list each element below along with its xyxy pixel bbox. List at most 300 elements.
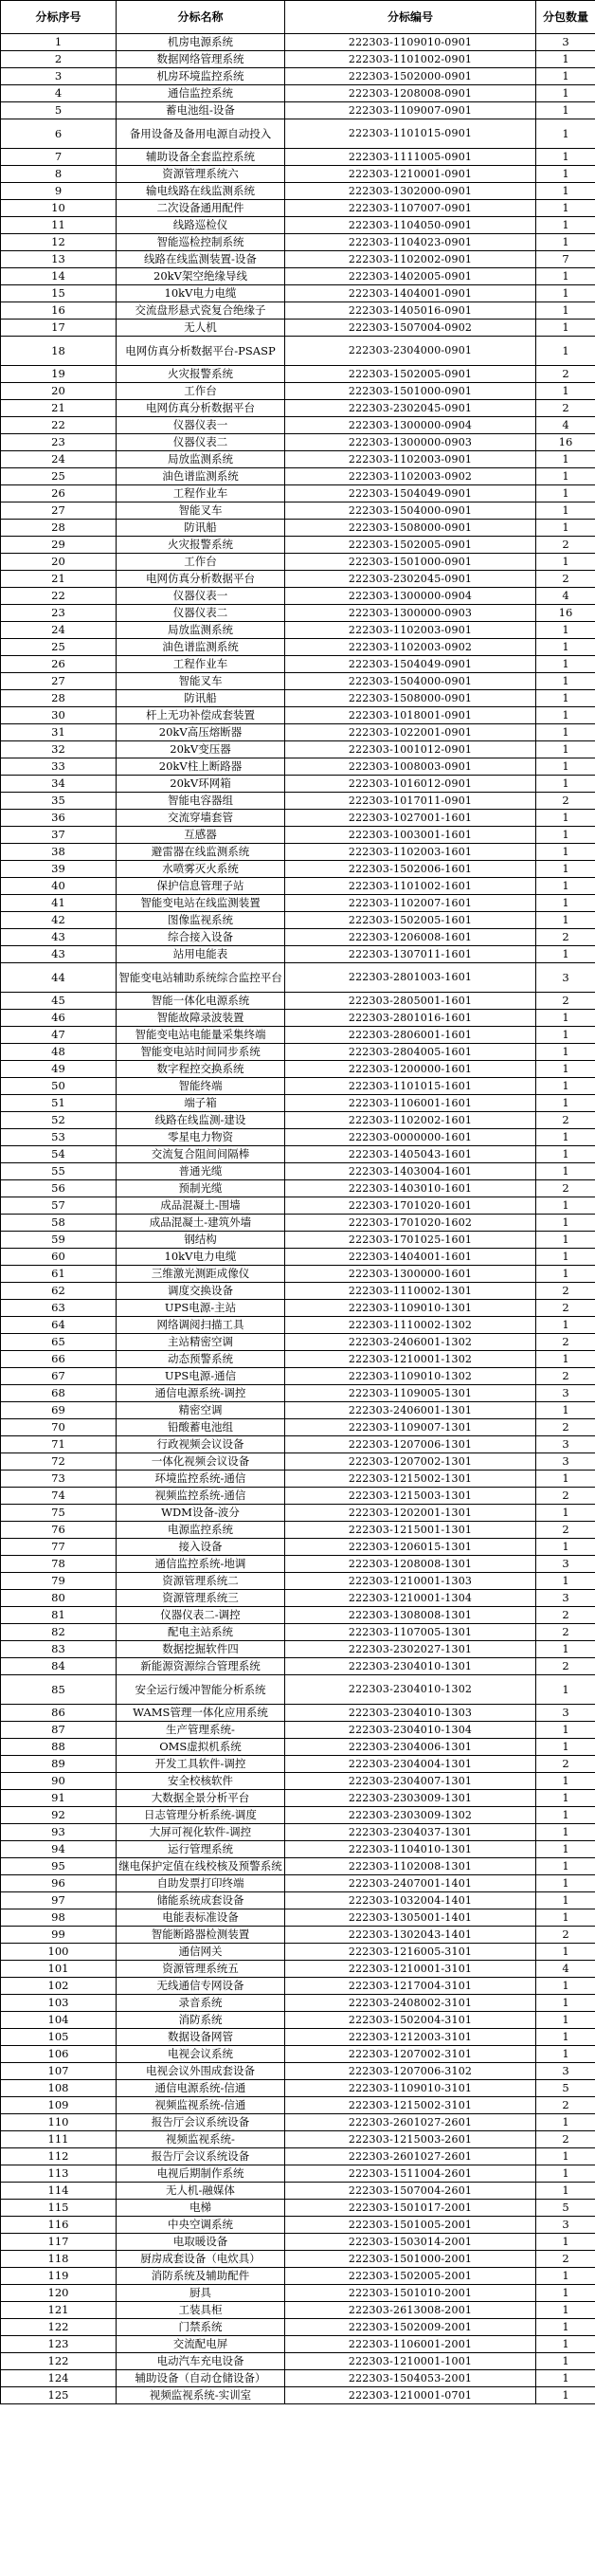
table-row <box>1 656 595 673</box>
table-row <box>1 690 595 707</box>
cell-name: 交流盘形悬式瓷复合绝缘子 <box>117 302 285 320</box>
cell-index: 8 <box>1 166 117 183</box>
cell-code: 222303-1403010-1601 <box>285 1180 536 1197</box>
table-row <box>1 2234 595 2251</box>
cell-count: 3 <box>536 1705 595 1722</box>
cell-count: 1 <box>536 119 595 149</box>
cell-code: 222303-2304010-1301 <box>285 1658 536 1675</box>
cell-code: 222303-1207006-1301 <box>285 1436 536 1453</box>
table-row <box>1 2131 595 2148</box>
table-row <box>1 1539 595 1556</box>
table-row <box>1 119 595 149</box>
cell-index: 74 <box>1 1488 117 1505</box>
cell-code: 222303-1302000-0901 <box>285 183 536 200</box>
cell-code: 222303-1300000-0904 <box>285 588 536 605</box>
cell-index: 62 <box>1 1283 117 1300</box>
cell-code: 222303-1109010-1302 <box>285 1368 536 1385</box>
cell-index: 115 <box>1 2200 117 2217</box>
cell-count: 1 <box>536 451 595 468</box>
cell-index: 29 <box>1 537 117 554</box>
cell-name: 火灾报警系统 <box>117 537 285 554</box>
cell-index: 25 <box>1 468 117 485</box>
cell-code: 222303-2804005-1601 <box>285 1044 536 1061</box>
cell-name: 日志管理分析系统-调度 <box>117 1807 285 1824</box>
table-row <box>1 741 595 758</box>
cell-code: 222303-2304007-1301 <box>285 1773 536 1790</box>
table-row <box>1 588 595 605</box>
cell-code: 222303-1507004-2601 <box>285 2183 536 2200</box>
cell-code: 222303-1403004-1601 <box>285 1163 536 1180</box>
cell-count: 3 <box>536 2063 595 2080</box>
cell-code: 222303-1027001-1601 <box>285 810 536 827</box>
cell-name: 电视会议系统 <box>117 2046 285 2063</box>
cell-name: 智能断路器检测装置 <box>117 1927 285 1944</box>
cell-index: 48 <box>1 1044 117 1061</box>
table-row <box>1 1266 595 1283</box>
cell-index: 27 <box>1 673 117 690</box>
cell-name: 预制光缆 <box>117 1180 285 1197</box>
cell-count: 1 <box>536 183 595 200</box>
cell-name: 电网仿真分析数据平台 <box>117 400 285 417</box>
cell-name: 厨房成套设备（电炊具） <box>117 2251 285 2268</box>
table-row <box>1 468 595 485</box>
cell-index: 56 <box>1 1180 117 1197</box>
cell-name: 电视后期制作系统 <box>117 2165 285 2183</box>
cell-count: 1 <box>536 1232 595 1249</box>
table-row <box>1 673 595 690</box>
cell-count: 1 <box>536 2183 595 2200</box>
cell-count: 3 <box>536 1556 595 1573</box>
table-row <box>1 1909 595 1927</box>
table-row <box>1 383 595 400</box>
table-row <box>1 2165 595 2183</box>
table-row <box>1 1453 595 1471</box>
cell-count: 1 <box>536 1909 595 1927</box>
cell-index: 78 <box>1 1556 117 1573</box>
cell-count: 1 <box>536 1641 595 1658</box>
cell-count: 1 <box>536 656 595 673</box>
cell-code: 222303-1210001-0701 <box>285 2387 536 2404</box>
cell-count: 2 <box>536 1283 595 1300</box>
table-row <box>1 639 595 656</box>
cell-count: 1 <box>536 337 595 366</box>
table-row <box>1 251 595 268</box>
cell-count: 1 <box>536 1790 595 1807</box>
cell-index: 26 <box>1 485 117 502</box>
table-row <box>1 1078 595 1095</box>
cell-count: 1 <box>536 1163 595 1180</box>
cell-count: 2 <box>536 1658 595 1675</box>
cell-count: 1 <box>536 1773 595 1790</box>
cell-index: 116 <box>1 2217 117 2234</box>
table-row <box>1 2353 595 2370</box>
cell-index: 105 <box>1 2029 117 2046</box>
table-row <box>1 217 595 234</box>
cell-name: 智能变电站辅助系统综合监控平台 <box>117 963 285 993</box>
cell-count: 2 <box>536 1180 595 1197</box>
cell-code: 222303-1101002-0901 <box>285 51 536 68</box>
cell-index: 27 <box>1 502 117 520</box>
cell-name: 油色谱监测系统 <box>117 639 285 656</box>
cell-name: 主站精密空调 <box>117 1334 285 1351</box>
cell-code: 222303-1210001-1303 <box>285 1573 536 1590</box>
cell-count: 3 <box>536 1436 595 1453</box>
cell-code: 222303-1104050-0901 <box>285 217 536 234</box>
cell-index: 10 <box>1 200 117 217</box>
cell-name: 录音系统 <box>117 1995 285 2012</box>
table-row <box>1 166 595 183</box>
cell-index: 15 <box>1 285 117 302</box>
cell-count: 1 <box>536 1317 595 1334</box>
cell-name: 20kV柱上断路器 <box>117 758 285 776</box>
cell-index: 2 <box>1 51 117 68</box>
cell-count: 3 <box>536 2217 595 2234</box>
cell-index: 123 <box>1 2336 117 2353</box>
table-row <box>1 827 595 844</box>
cell-name: 智能终端 <box>117 1078 285 1095</box>
cell-name: 安全校核软件 <box>117 1773 285 1790</box>
cell-code: 222303-1104010-1301 <box>285 1841 536 1858</box>
cell-count: 3 <box>536 1385 595 1402</box>
cell-count: 1 <box>536 622 595 639</box>
cell-index: 76 <box>1 1522 117 1539</box>
table-row <box>1 1995 595 2012</box>
table-row <box>1 485 595 502</box>
cell-index: 60 <box>1 1249 117 1266</box>
cell-count: 2 <box>536 1112 595 1129</box>
cell-code: 222303-1404001-0901 <box>285 285 536 302</box>
cell-index: 66 <box>1 1351 117 1368</box>
cell-count: 3 <box>536 963 595 993</box>
cell-code: 222303-1109010-3101 <box>285 2080 536 2097</box>
cell-name: 输电线路在线监测系统 <box>117 183 285 200</box>
cell-count: 1 <box>536 1044 595 1061</box>
cell-name: 防讯船 <box>117 520 285 537</box>
cell-code: 222303-1402005-0901 <box>285 268 536 285</box>
cell-name: 仪器仪表二 <box>117 605 285 622</box>
cell-index: 28 <box>1 690 117 707</box>
cell-name: 资源管理系统五 <box>117 1961 285 1978</box>
cell-name: 智能故障录波装置 <box>117 1010 285 1027</box>
cell-index: 101 <box>1 1961 117 1978</box>
table-row <box>1 417 595 434</box>
cell-index: 5 <box>1 102 117 119</box>
cell-code: 222303-2304010-1302 <box>285 1675 536 1705</box>
cell-code: 222303-1109010-1301 <box>285 1300 536 1317</box>
cell-index: 25 <box>1 639 117 656</box>
cell-code: 222303-2406001-1301 <box>285 1402 536 1419</box>
cell-index: 111 <box>1 2131 117 2148</box>
cell-count: 5 <box>536 2080 595 2097</box>
cell-name: 门禁系统 <box>117 2319 285 2336</box>
cell-name: 避雷器在线监测系统 <box>117 844 285 861</box>
cell-code: 222303-1102002-1601 <box>285 1112 536 1129</box>
cell-code: 222303-2304037-1301 <box>285 1824 536 1841</box>
table-row <box>1 1573 595 1590</box>
table-row <box>1 2387 595 2404</box>
table-row <box>1 844 595 861</box>
table-row <box>1 85 595 102</box>
table-row <box>1 605 595 622</box>
cell-name: 仪器仪表一 <box>117 588 285 605</box>
cell-name: 智能叉车 <box>117 673 285 690</box>
cell-index: 92 <box>1 1807 117 1824</box>
cell-name: 智能一体化电源系统 <box>117 993 285 1010</box>
cell-index: 18 <box>1 337 117 366</box>
table-row <box>1 1590 595 1607</box>
cell-name: 10kV电力电缆 <box>117 1249 285 1266</box>
table-row <box>1 320 595 337</box>
cell-name: 20kV变压器 <box>117 741 285 758</box>
cell-count: 1 <box>536 1010 595 1027</box>
cell-count: 1 <box>536 707 595 724</box>
cell-name: 通信监控系统-地调 <box>117 1556 285 1573</box>
cell-count: 1 <box>536 2370 595 2387</box>
table-row <box>1 1334 595 1351</box>
cell-index: 45 <box>1 993 117 1010</box>
cell-name: 厨具 <box>117 2285 285 2302</box>
cell-code: 222303-1102003-0902 <box>285 639 536 656</box>
cell-index: 49 <box>1 1061 117 1078</box>
cell-code: 222303-1503014-2001 <box>285 2234 536 2251</box>
cell-code: 222303-1508000-0901 <box>285 690 536 707</box>
table-row <box>1 1300 595 1317</box>
table-row <box>1 1556 595 1573</box>
cell-code: 222303-2302045-0901 <box>285 571 536 588</box>
cell-count: 2 <box>536 571 595 588</box>
table-row <box>1 2012 595 2029</box>
cell-code: 222303-1701020-1601 <box>285 1197 536 1215</box>
cell-name: 资源管理系统二 <box>117 1573 285 1590</box>
cell-code: 222303-1210001-3101 <box>285 1961 536 1978</box>
cell-code: 222303-1008003-0901 <box>285 758 536 776</box>
cell-code: 222303-1504049-0901 <box>285 485 536 502</box>
cell-code: 222303-1102007-1601 <box>285 895 536 912</box>
cell-index: 104 <box>1 2012 117 2029</box>
cell-name: 储能系统成套设备 <box>117 1892 285 1909</box>
cell-index: 125 <box>1 2387 117 2404</box>
cell-name: 线路在线监测装置-设备 <box>117 251 285 268</box>
table-row <box>1 2063 595 2080</box>
table-row <box>1 268 595 285</box>
table-row <box>1 537 595 554</box>
cell-index: 43 <box>1 946 117 963</box>
cell-index: 22 <box>1 417 117 434</box>
cell-code: 222303-2408002-3101 <box>285 1995 536 2012</box>
cell-code: 222303-1405016-0901 <box>285 302 536 320</box>
cell-count: 1 <box>536 1266 595 1283</box>
cell-name: 通信监控系统 <box>117 85 285 102</box>
cell-name: 20kV高压熔断器 <box>117 724 285 741</box>
cell-code: 222303-1101002-1601 <box>285 878 536 895</box>
cell-count: 1 <box>536 1351 595 1368</box>
cell-index: 14 <box>1 268 117 285</box>
cell-code: 222303-1307011-1601 <box>285 946 536 963</box>
cell-index: 109 <box>1 2097 117 2114</box>
cell-count: 1 <box>536 2387 595 2404</box>
cell-name: 保护信息管理子站 <box>117 878 285 895</box>
table-row <box>1 1624 595 1641</box>
cell-code: 222303-1022001-0901 <box>285 724 536 741</box>
cell-count: 1 <box>536 1841 595 1858</box>
cell-name: 备用设备及备用电源自动投入 <box>117 119 285 149</box>
table-row <box>1 707 595 724</box>
cell-index: 86 <box>1 1705 117 1722</box>
cell-name: UPS电源-通信 <box>117 1368 285 1385</box>
cell-index: 22 <box>1 588 117 605</box>
table-row <box>1 2251 595 2268</box>
cell-index: 16 <box>1 302 117 320</box>
cell-index: 108 <box>1 2080 117 2097</box>
cell-count: 2 <box>536 1488 595 1505</box>
cell-count: 2 <box>536 1607 595 1624</box>
table-row <box>1 2029 595 2046</box>
table-row <box>1 51 595 68</box>
cell-name: 交流穿墙套管 <box>117 810 285 827</box>
table-row <box>1 1368 595 1385</box>
cell-code: 222303-1001012-0901 <box>285 741 536 758</box>
table-row <box>1 285 595 302</box>
cell-count: 1 <box>536 520 595 537</box>
cell-code: 222303-1300000-0903 <box>285 434 536 451</box>
cell-code: 222303-1109007-0901 <box>285 102 536 119</box>
cell-name: 配电主站系统 <box>117 1624 285 1641</box>
cell-count: 1 <box>536 200 595 217</box>
cell-name: 火灾报警系统 <box>117 366 285 383</box>
cell-code: 222303-2304010-1304 <box>285 1722 536 1739</box>
cell-count: 1 <box>536 2148 595 2165</box>
cell-index: 36 <box>1 810 117 827</box>
table-row <box>1 1875 595 1892</box>
cell-name: 调度交换设备 <box>117 1283 285 1300</box>
cell-index: 52 <box>1 1112 117 1129</box>
cell-count: 16 <box>536 434 595 451</box>
cell-index: 97 <box>1 1892 117 1909</box>
cell-index: 47 <box>1 1027 117 1044</box>
cell-name: 报告厅会议系统设备 <box>117 2114 285 2131</box>
cell-count: 2 <box>536 2097 595 2114</box>
table-row <box>1 1705 595 1722</box>
cell-count: 1 <box>536 827 595 844</box>
cell-code: 222303-1502009-2001 <box>285 2319 536 2336</box>
cell-code: 222303-1210001-0901 <box>285 166 536 183</box>
table-row <box>1 200 595 217</box>
cell-index: 1 <box>1 34 117 51</box>
table-row <box>1 1283 595 1300</box>
cell-name: 开发工具软件-调控 <box>117 1756 285 1773</box>
cell-code: 222303-1502005-0901 <box>285 537 536 554</box>
table-row <box>1 1641 595 1658</box>
cell-name: 数据挖掘软件四 <box>117 1641 285 1658</box>
cell-count: 2 <box>536 993 595 1010</box>
cell-count: 1 <box>536 383 595 400</box>
cell-code: 222303-1501010-2001 <box>285 2285 536 2302</box>
table-row <box>1 2268 595 2285</box>
cell-index: 70 <box>1 1419 117 1436</box>
cell-name: 工作台 <box>117 554 285 571</box>
cell-code: 222303-2613008-2001 <box>285 2302 536 2319</box>
cell-code: 222303-1302043-1401 <box>285 1927 536 1944</box>
cell-index: 122 <box>1 2353 117 2370</box>
table-row <box>1 929 595 946</box>
cell-name: 油色谱监测系统 <box>117 468 285 485</box>
cell-count: 1 <box>536 2302 595 2319</box>
table-row <box>1 302 595 320</box>
cell-index: 7 <box>1 149 117 166</box>
cell-code: 222303-1212003-3101 <box>285 2029 536 2046</box>
cell-name: 20kV架空绝缘导线 <box>117 268 285 285</box>
cell-index: 98 <box>1 1909 117 1927</box>
table-row <box>1 946 595 963</box>
cell-count: 1 <box>536 1995 595 2012</box>
cell-name: 电视会议外围成套设备 <box>117 2063 285 2080</box>
cell-code: 222303-1102002-0901 <box>285 251 536 268</box>
cell-name: 中央空调系统 <box>117 2217 285 2234</box>
cell-index: 120 <box>1 2285 117 2302</box>
cell-code: 222303-1018001-0901 <box>285 707 536 724</box>
cell-index: 40 <box>1 878 117 895</box>
cell-code: 222303-1300000-0903 <box>285 605 536 622</box>
table-row <box>1 183 595 200</box>
cell-name: UPS电源-主站 <box>117 1300 285 1317</box>
table-row <box>1 520 595 537</box>
table-row <box>1 1317 595 1334</box>
cell-name: 工程作业车 <box>117 485 285 502</box>
table-row <box>1 1402 595 1419</box>
cell-count: 1 <box>536 2114 595 2131</box>
table-row <box>1 1607 595 1624</box>
cell-count: 16 <box>536 605 595 622</box>
cell-index: 65 <box>1 1334 117 1351</box>
cell-count: 2 <box>536 2251 595 2268</box>
cell-code: 222303-1200000-1601 <box>285 1061 536 1078</box>
cell-name: 端子箱 <box>117 1095 285 1112</box>
header-name: 分标名称 <box>117 1 285 34</box>
cell-count: 1 <box>536 1944 595 1961</box>
table-row <box>1 1488 595 1505</box>
cell-count: 1 <box>536 2046 595 2063</box>
cell-index: 26 <box>1 656 117 673</box>
cell-name: 机房电源系统 <box>117 34 285 51</box>
cell-index: 95 <box>1 1858 117 1875</box>
cell-name: 无人机-融媒体 <box>117 2183 285 2200</box>
cell-code: 222303-1106001-2001 <box>285 2336 536 2353</box>
table-row <box>1 2319 595 2336</box>
cell-count: 1 <box>536 102 595 119</box>
cell-code: 222303-1202001-1301 <box>285 1505 536 1522</box>
cell-count: 5 <box>536 2200 595 2217</box>
cell-name: 水喷雾灭火系统 <box>117 861 285 878</box>
cell-count: 1 <box>536 1978 595 1995</box>
cell-name: 智能叉车 <box>117 502 285 520</box>
table-row <box>1 434 595 451</box>
cell-count: 1 <box>536 502 595 520</box>
table-row <box>1 1773 595 1790</box>
cell-count: 1 <box>536 1539 595 1556</box>
table-row <box>1 1215 595 1232</box>
table-row <box>1 2370 595 2387</box>
cell-index: 103 <box>1 1995 117 2012</box>
cell-index: 119 <box>1 2268 117 2285</box>
cell-code: 222303-1502005-2001 <box>285 2268 536 2285</box>
cell-code: 222303-2302045-0901 <box>285 400 536 417</box>
table-row <box>1 1739 595 1756</box>
cell-index: 94 <box>1 1841 117 1858</box>
cell-index: 113 <box>1 2165 117 2183</box>
cell-name: 生产管理系统- <box>117 1722 285 1739</box>
cell-index: 50 <box>1 1078 117 1095</box>
cell-count: 1 <box>536 268 595 285</box>
